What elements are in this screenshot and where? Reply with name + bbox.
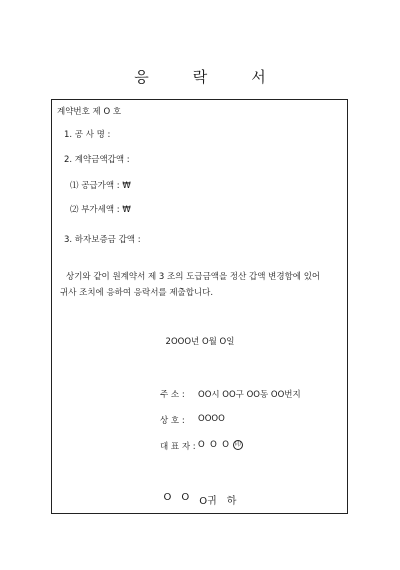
title-char-2: 락 — [192, 68, 208, 86]
title-char-1: 응 — [134, 68, 149, 86]
addressee-char-4: 하 — [226, 496, 237, 507]
address-row — [160, 388, 301, 400]
addressee-char-3: O귀 — [199, 496, 217, 507]
item-warranty-deposit: 3. 하자보증금 갑액 : — [64, 235, 141, 245]
representative-row — [160, 440, 243, 452]
company-label: 상 호 : — [160, 416, 185, 426]
item-supply-value: ⑴ 공급가액 : ₩ — [70, 181, 131, 191]
title-char-3: 서 — [251, 68, 266, 86]
item-project-name: 1. 공 사 명 : — [64, 130, 111, 140]
document-date: 2OOO년 O월 O일 — [165, 337, 235, 347]
company-row — [160, 414, 225, 426]
contract-number: 계약번호 제 O 호 — [57, 107, 122, 117]
representative-label: 대 표 자 : — [160, 442, 196, 452]
addressee-char-2: O — [181, 492, 190, 503]
seal-icon: 印 — [234, 441, 241, 448]
address-label: 주 소 : — [160, 390, 185, 400]
paragraph-line-2: 귀사 조치에 응하여 응락서를 제출합니다. — [60, 288, 214, 298]
address-value: OO시 OO구 OO동 OO번지 — [198, 390, 301, 400]
item-vat: ⑵ 부가세액 : ₩ — [70, 205, 131, 215]
paragraph-line-1: 상기와 같이 원계약서 제 3 조의 도급금액을 정산 갑액 변경함에 있어 — [66, 272, 321, 282]
company-value: OOOO — [198, 414, 225, 424]
body-paragraph — [60, 269, 342, 301]
addressee — [0, 492, 400, 507]
representative-value: O O O — [198, 440, 229, 450]
item-contract-amount: 2. 계약금액갑액 : — [64, 155, 130, 165]
document-title — [0, 66, 400, 86]
addressee-char-1: O — [163, 492, 172, 503]
